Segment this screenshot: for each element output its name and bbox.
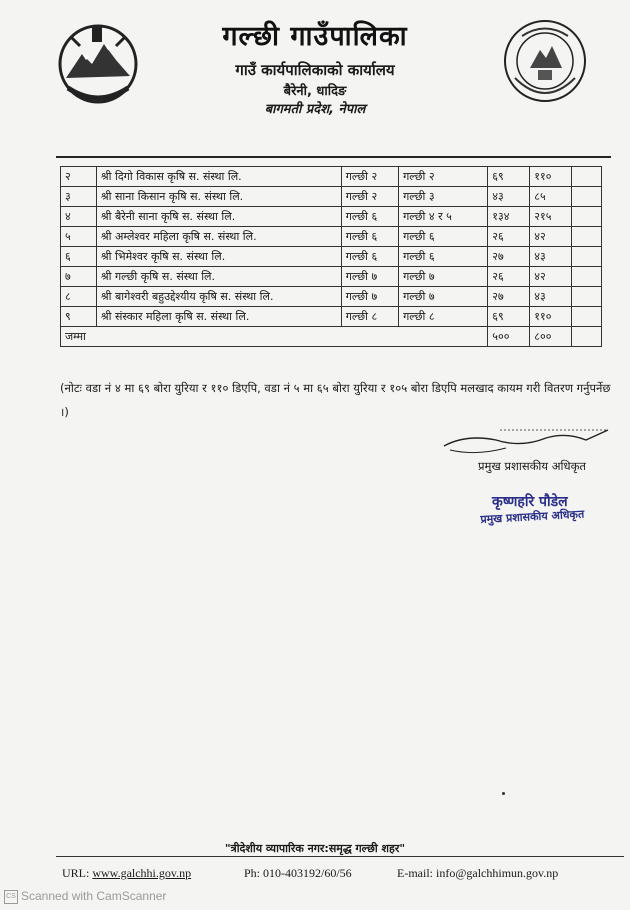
stray-mark [502,792,505,795]
table-cell-n2: ४२ [530,267,572,287]
table-cell-n2: ४२ [530,227,572,247]
table-cell-ward1: गल्छी २ [341,187,398,207]
table-cell-n1: १३४ [488,207,530,227]
table-cell-sn: ३ [61,187,97,207]
table-cell-name: श्री बैरेनी साना कृषि स. संस्था लि. [96,207,341,227]
table-cell-n1: २६ [488,227,530,247]
table-cell-empty [572,267,602,287]
table-cell-ward1: गल्छी ७ [341,287,398,307]
total-n2: ८०० [530,327,572,347]
total-label: जम्मा [61,327,488,347]
table-row [61,247,602,267]
table-cell-ward2: गल्छी ३ [399,187,488,207]
watermark-text: Scanned with CamScanner [21,889,167,903]
header-divider [56,156,611,158]
footer-divider [56,856,624,857]
office-province: बागमती प्रदेश, नेपाल [264,102,366,117]
camscanner-icon: CS [4,890,18,904]
table-cell-empty [572,227,602,247]
table-cell-ward1: गल्छी २ [341,167,398,187]
footer-url-label: URL: [62,866,90,880]
stamp-title: प्रमुख प्रशासकीय अधिकृत [480,507,585,526]
table-cell-n2: ११० [530,307,572,327]
table-cell-empty [572,187,602,207]
table-cell-n1: ६९ [488,167,530,187]
table-cell-ward1: गल्छी ६ [341,207,398,227]
table-row [61,267,602,287]
table-row [61,167,602,187]
table-cell-name: श्री संस्कार महिला कृषि स. संस्था लि. [96,307,341,327]
table-cell-n2: ११० [530,167,572,187]
note-text: (नोटः वडा नं ४ मा ६९ बोरा युरिया र ११० डिएपि, वडा नं ५ मा ६५ बोरा युरिया र १०५ बोरा डिएपि मलखाद कायम गरी वितरण गर्नुपर्नेछ ।) [60,381,611,419]
table-cell-ward2: गल्छी ६ [399,227,488,247]
table-cell-sn: ५ [61,227,97,247]
table-cell-ward1: गल्छी ६ [341,247,398,267]
footer-phone: Ph: 010-403192/60/56 [244,866,352,880]
table-cell-n2: ४३ [530,247,572,267]
table-cell-empty [572,167,602,187]
table-cell-ward2: गल्छी ४ र ५ [399,207,488,227]
table-cell-n1: ४३ [488,187,530,207]
table-cell-name: श्री दिगो विकास कृषि स. संस्था लि. [96,167,341,187]
table-cell-name: श्री बागेश्वरी बहुउद्देश्यीय कृषि स. संस्था लि. [96,287,341,307]
table-row [61,227,602,247]
table-cell-ward2: गल्छी २ [399,167,488,187]
footer-slogan: "त्रीदेशीय व्यापारिक नगर:समृद्ध गल्छी शहर" [224,842,406,855]
table-cell-ward2: गल्छी ६ [399,247,488,267]
page-title: गल्छी गाउँपालिका [222,21,408,52]
table-cell-n2: ८५ [530,187,572,207]
table-cell-n1: २६ [488,267,530,287]
total-n1: ५०० [488,327,530,347]
table-cell-ward1: गल्छी ७ [341,267,398,287]
table-cell-name: श्री साना किसान कृषि स. संस्था लि. [96,187,341,207]
table-cell-ward2: गल्छी ८ [399,307,488,327]
table-cell-n1: २७ [488,287,530,307]
office-location: बैरेनी, धादिङ [283,84,347,99]
handwritten-signature [436,424,616,464]
table-cell-n1: ६९ [488,307,530,327]
table-row [61,187,602,207]
table-cell-n1: २७ [488,247,530,267]
table-cell-empty [572,247,602,267]
table-cell-name: श्री अम्लेश्वर महिला कृषि स. संस्था लि. [96,227,341,247]
table-cell-ward2: गल्छी ७ [399,287,488,307]
distribution-table [60,166,602,347]
office-name: गाउँ कार्यपालिकाको कार्यालय [235,61,395,79]
table-cell-sn: ९ [61,307,97,327]
table-cell-empty [572,307,602,327]
table-cell-name: श्री गल्छी कृषि स. संस्था लि. [96,267,341,287]
table-cell-empty [572,327,602,347]
table-cell-empty [572,207,602,227]
footer-url [62,866,191,881]
table-cell-name: श्री भिमेश्वर कृषि स. संस्था लि. [96,247,341,267]
table-cell-sn: २ [61,167,97,187]
table-row [61,287,602,307]
table-row [61,307,602,327]
table-total-row [61,327,602,347]
table-cell-n2: ४३ [530,287,572,307]
table-cell-ward1: गल्छी ६ [341,227,398,247]
table-row [61,207,602,227]
table-cell-sn: ७ [61,267,97,287]
table-cell-n2: २१५ [530,207,572,227]
stamp-name: कृष्णहरि पौडेल [492,494,568,510]
table-cell-sn: ८ [61,287,97,307]
table-cell-sn: ४ [61,207,97,227]
table-cell-sn: ६ [61,247,97,267]
signatory-title: प्रमुख प्रशासकीय अधिकृत [478,459,586,473]
table-cell-empty [572,287,602,307]
table-cell-ward2: गल्छी ७ [399,267,488,287]
table-cell-ward1: गल्छी ८ [341,307,398,327]
footer-email: E-mail: info@galchhimun.gov.np [397,866,559,880]
website-link[interactable]: www.galchhi.gov.np [92,866,192,880]
scanner-watermark [4,889,166,904]
